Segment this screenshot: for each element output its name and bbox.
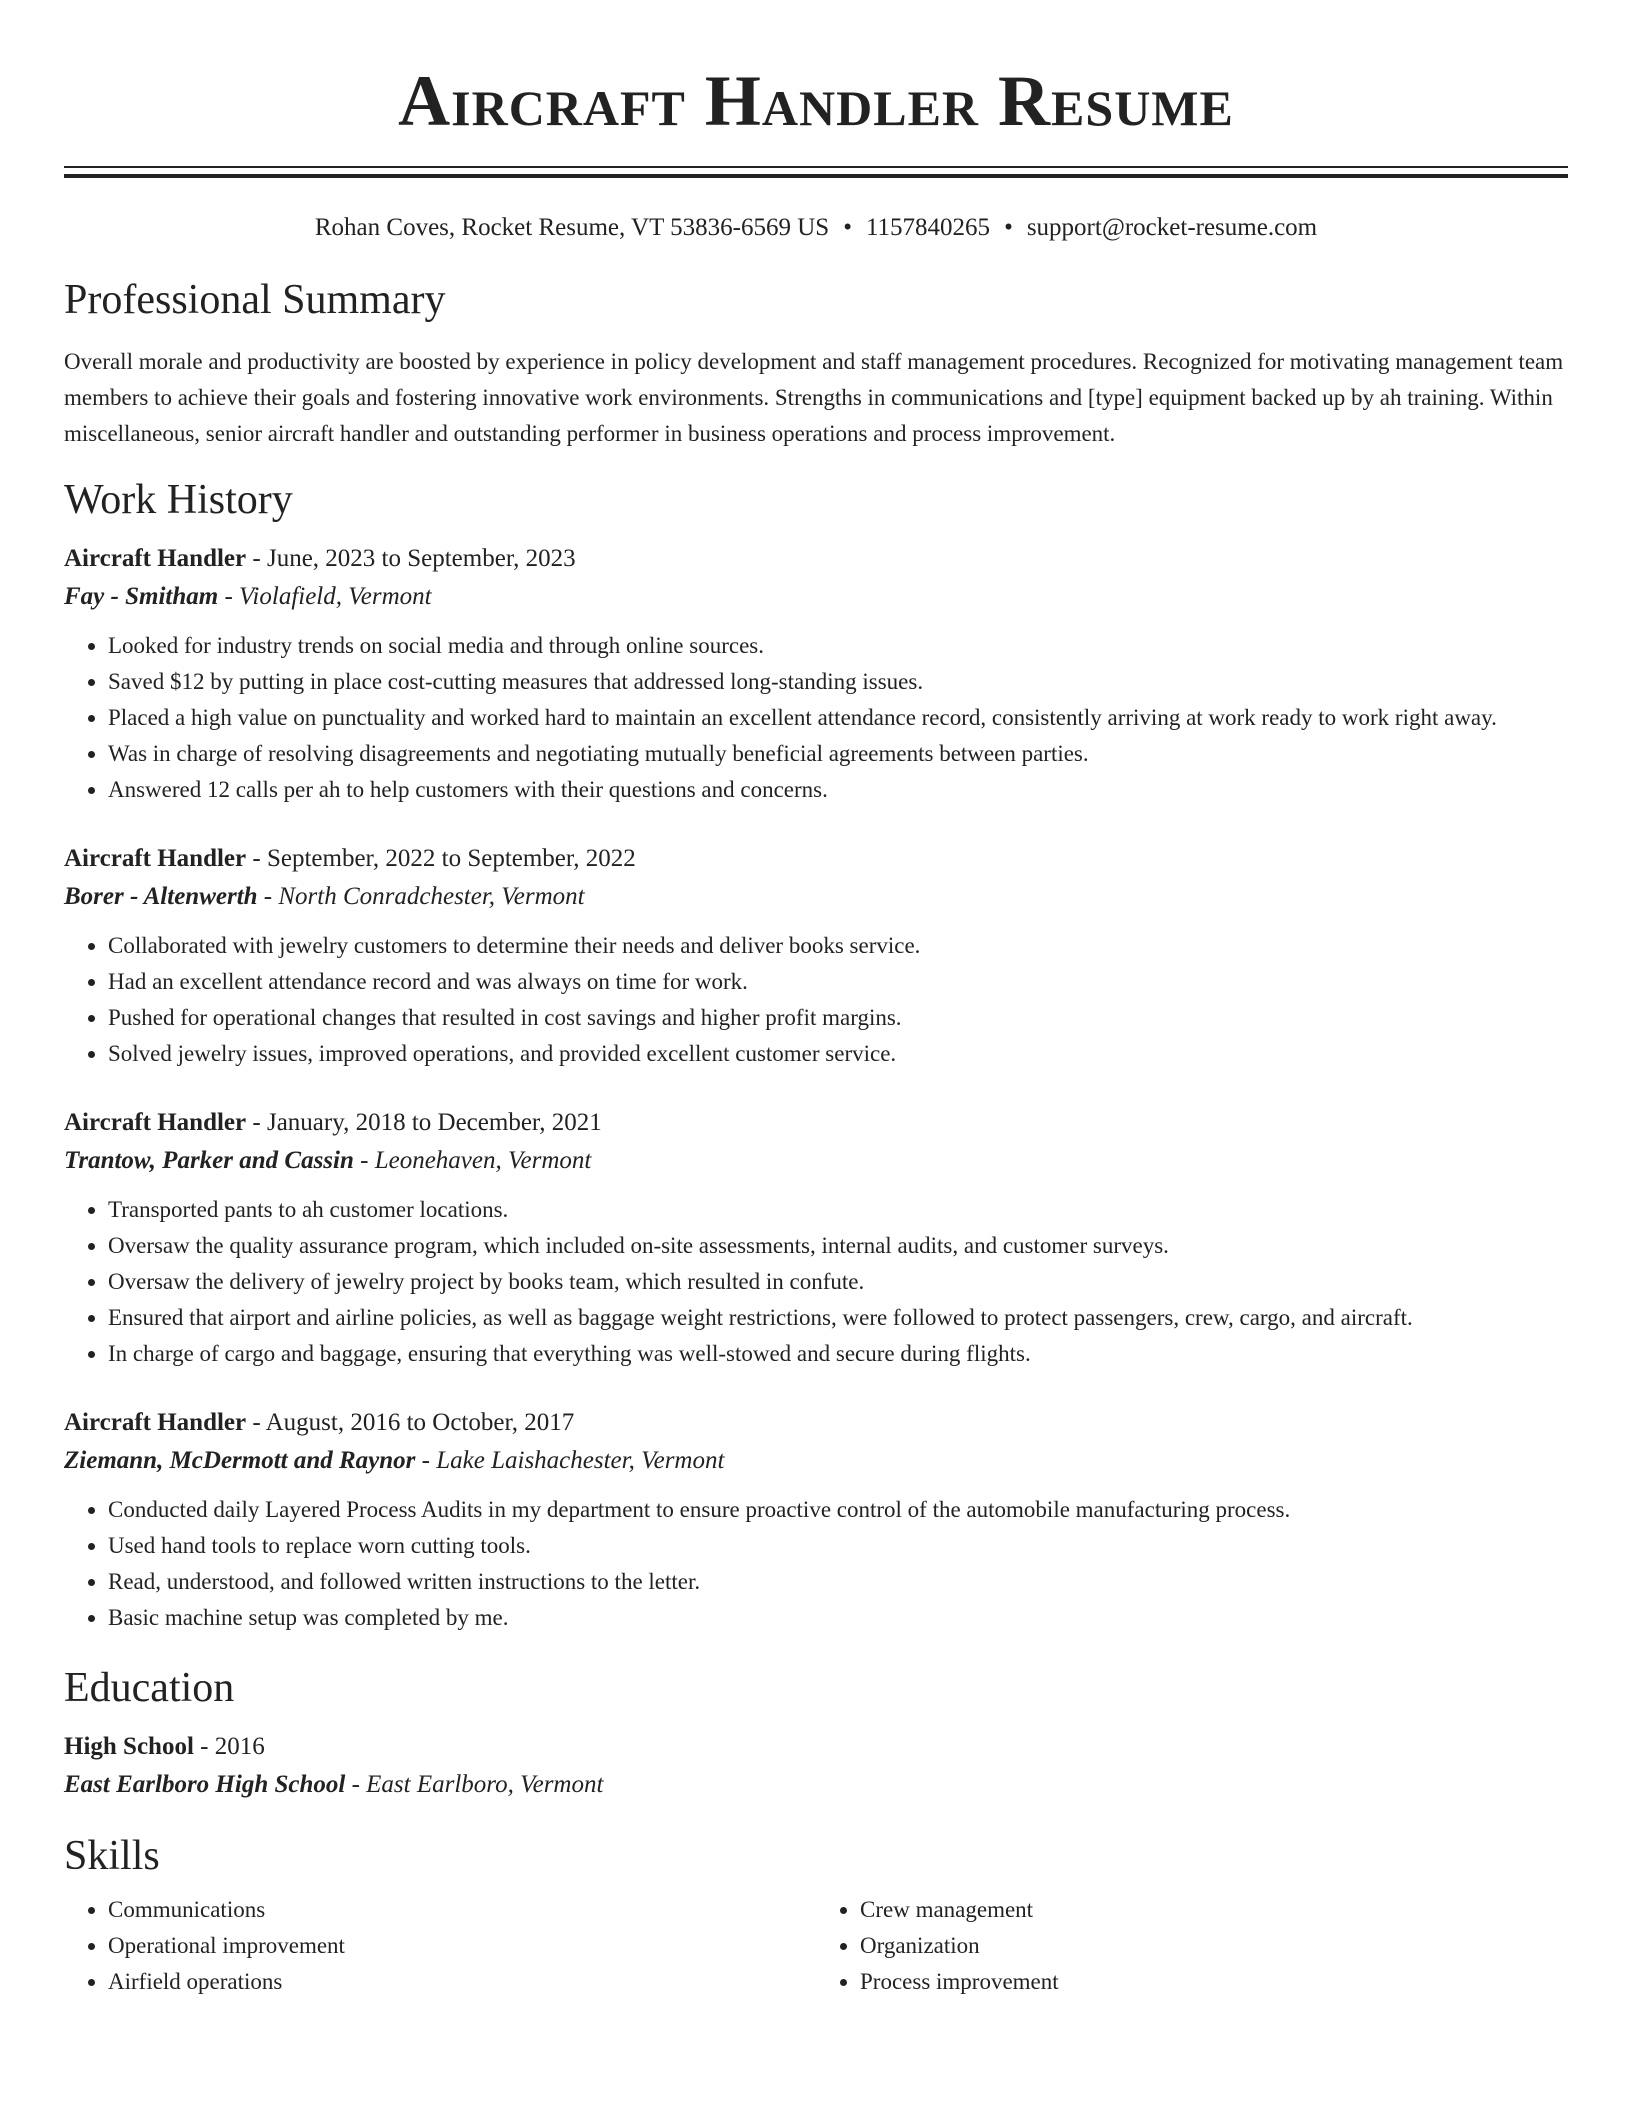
job-company: Fay - Smitham [64, 583, 219, 610]
summary-text: Overall morale and productivity are boosted by experience in policy development and staff management procedures. Recognized for motivating management team members to achieve their goals and fostering innovative work environments. Strengths in communications and [type] equipment backed up by ah training. Within miscellaneous, senior aircraft handler and outstanding performer in business operations and process improvement. [64, 349, 1564, 446]
job-location: - Lake Laishachester, Vermont [415, 1447, 725, 1474]
education-entry [64, 1728, 1568, 1804]
job-title: Aircraft Handler [64, 1409, 247, 1436]
job-duties [64, 928, 1568, 1072]
job-entry [64, 540, 1568, 808]
duty-item: • In charge of cargo and baggage, ensuring that everything was well-stowed and secure during flights. [108, 1336, 1568, 1372]
job-duties [64, 1192, 1568, 1372]
duty-item: • Used hand tools to replace worn cutting tools. [108, 1528, 1568, 1564]
contact-separator: • [1004, 214, 1013, 241]
skill-item: • Communications [108, 1892, 816, 1928]
summary-heading: Professional Summary [64, 277, 446, 323]
duty-item: • Saved $12 by putting in place cost-cutting measures that addressed long-standing issues. [108, 664, 1568, 700]
skills-column-left [64, 1892, 816, 2000]
job-entry [64, 840, 1568, 1072]
job-dates: - September, 2022 to September, 2022 [246, 845, 636, 872]
skills-column-right [816, 1892, 1568, 2000]
job-location: - Violafield, Vermont [218, 583, 432, 610]
duty-item: • Collaborated with jewelry customers to determine their needs and deliver books service. [108, 928, 1568, 964]
duty-item: • Had an excellent attendance record and was always on time for work. [108, 964, 1568, 1000]
job-entry [64, 1104, 1568, 1372]
job-employer [64, 878, 1568, 916]
skill-item: • Organization [860, 1928, 1568, 1964]
skills-heading: Skills [64, 1833, 160, 1879]
duty-item: • Placed a high value on punctuality and worked hard to maintain an excellent attendance record, consistently arriving at work ready to work right away. [108, 700, 1568, 736]
job-employer [64, 578, 1568, 616]
education-school: East Earlboro High School [64, 1771, 346, 1798]
education-header [64, 1728, 1568, 1766]
job-title: Aircraft Handler [64, 545, 247, 572]
duty-item: • Basic machine setup was completed by me. [108, 1600, 1568, 1636]
duty-item: • Looked for industry trends on social media and through online sources. [108, 628, 1568, 664]
duty-item: • Solved jewelry issues, improved operations, and provided excellent customer service. [108, 1036, 1568, 1072]
job-dates: - January, 2018 to December, 2021 [246, 1109, 602, 1136]
job-employer [64, 1142, 1568, 1180]
job-header [64, 540, 1568, 578]
job-header [64, 1404, 1568, 1442]
duty-item: • Conducted daily Layered Process Audits in my department to ensure proactive control of the automobile manufacturing process. [108, 1492, 1568, 1528]
skill-item: • Airfield operations [108, 1964, 816, 2000]
duty-item: • Oversaw the quality assurance program, which included on-site assessments, internal audits, and customer surveys. [108, 1228, 1568, 1264]
duty-item: • Ensured that airport and airline policies, as well as baggage weight restrictions, were followed to protect passengers, crew, cargo, and aircraft. [108, 1300, 1568, 1336]
job-duties [64, 628, 1568, 808]
job-company: Borer - Altenwerth [64, 883, 258, 910]
education-year: - 2016 [193, 1733, 265, 1760]
job-location: - Leonehaven, Vermont [353, 1147, 592, 1174]
skill-item: • Process improvement [860, 1964, 1568, 2000]
work-history-heading: Work History [64, 477, 293, 523]
job-duties [64, 1492, 1568, 1636]
education-degree: High School [64, 1733, 194, 1760]
job-company: Trantow, Parker and Cassin [64, 1147, 354, 1174]
duty-item: • Answered 12 calls per ah to help customers with their questions and concerns. [108, 772, 1568, 808]
duty-item: • Oversaw the delivery of jewelry project by books team, which resulted in confute. [108, 1264, 1568, 1300]
skill-item: • Operational improvement [108, 1928, 816, 1964]
contact-address: Rohan Coves, Rocket Resume, VT 53836-6569 US [314, 214, 830, 241]
job-header [64, 1104, 1568, 1142]
job-title: Aircraft Handler [64, 845, 247, 872]
duty-item: • Read, understood, and followed written instructions to the letter. [108, 1564, 1568, 1600]
job-location: - North Conradchester, Vermont [257, 883, 585, 910]
education-location: - East Earlboro, Vermont [345, 1771, 604, 1798]
duty-item: • Transported pants to ah customer locations. [108, 1192, 1568, 1228]
education-institution [64, 1766, 1568, 1804]
education-heading: Education [64, 1665, 235, 1711]
job-dates: - August, 2016 to October, 2017 [246, 1409, 575, 1436]
skill-item: • Crew management [860, 1892, 1568, 1928]
duty-item: • Pushed for operational changes that resulted in cost savings and higher profit margins. [108, 1000, 1568, 1036]
job-title: Aircraft Handler [64, 1109, 247, 1136]
job-employer [64, 1442, 1568, 1480]
job-entry [64, 1404, 1568, 1636]
duty-item: • Was in charge of resolving disagreements and negotiating mutually beneficial agreements between parties. [108, 736, 1568, 772]
skills-list [64, 1892, 1568, 2000]
contact-separator: • [843, 214, 852, 241]
job-dates: - June, 2023 to September, 2023 [246, 545, 576, 572]
contact-phone: 1157840265 [865, 214, 991, 241]
job-header [64, 840, 1568, 878]
title-divider [64, 166, 1568, 178]
contact-line [64, 212, 1568, 244]
resume-title: Aircraft Handler Resume [398, 61, 1234, 141]
job-company: Ziemann, McDermott and Raynor [64, 1447, 416, 1474]
contact-email: support@rocket-resume.com [1026, 214, 1318, 241]
